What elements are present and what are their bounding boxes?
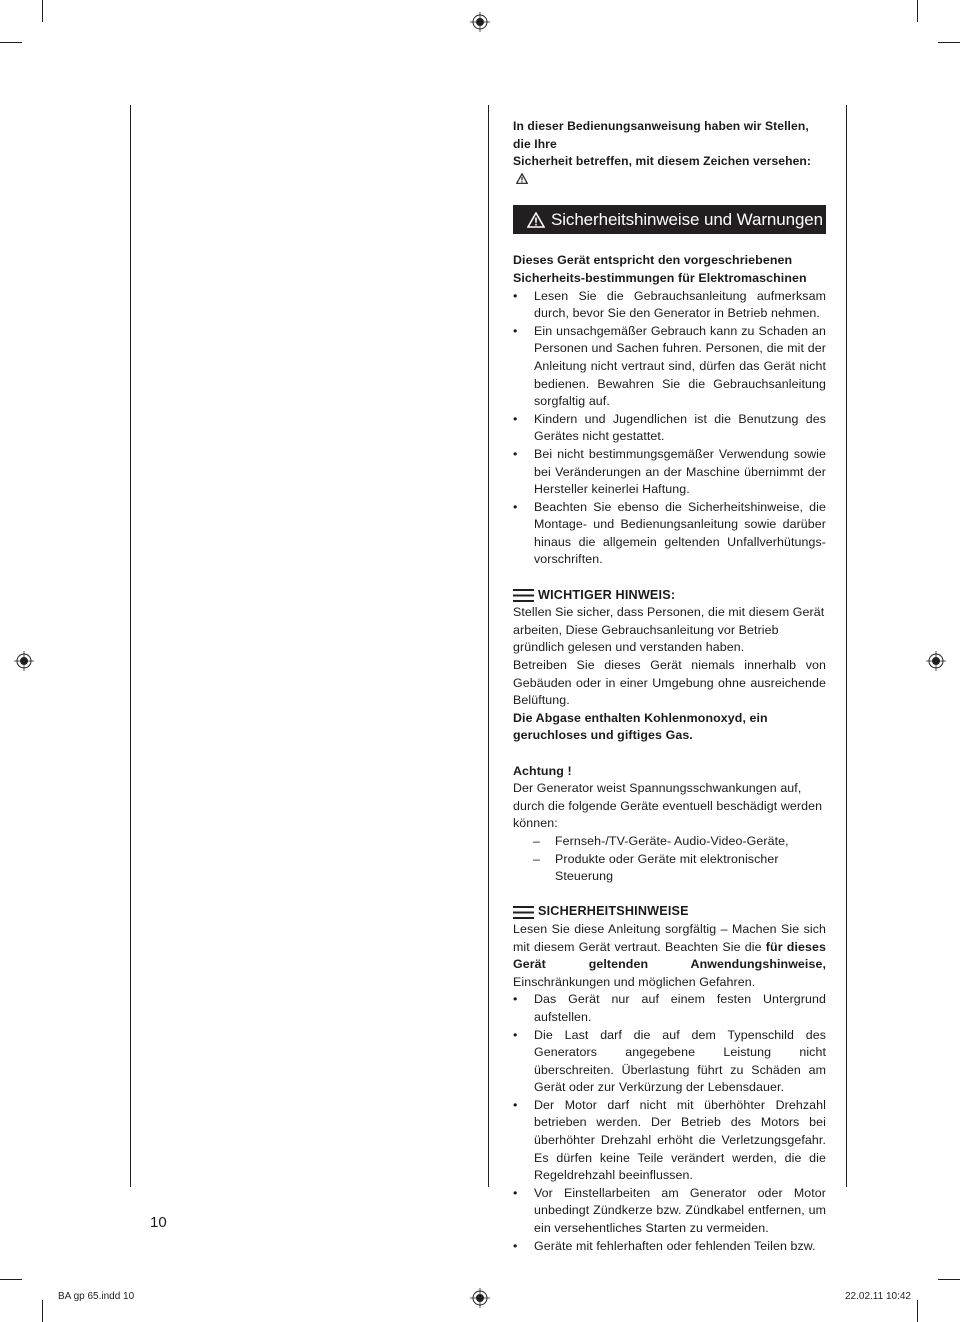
list-item: • Vor Einstellarbeiten am Generator oder Motor unbedingt Zündkerze bzw. Zündkabel entfernen, um ein versehentliches Starten zu vermeiden. <box>513 1185 826 1236</box>
slug-file: BA gp 65.indd 10 <box>58 1291 135 1302</box>
paragraph-bold-text: für dieses Gerät geltenden Anwendungshinweise, <box>513 939 826 972</box>
warning-triangle-icon <box>516 173 528 184</box>
column-rule-right <box>846 105 847 1187</box>
hinweis-paragraph: Betreiben Sie dieses Gerät niemals innerhalb von Gebäuden oder in einer Umgebung ohne ausreichende Belüftung. <box>513 658 826 708</box>
crop-mark <box>42 1300 43 1322</box>
sicherheit-list <box>513 991 826 1255</box>
page-number: 10 <box>150 1214 167 1231</box>
list-item-text: Der Motor darf nicht mit überhöhter Drehzahl betrieben werden. Der Betrieb des Motors bei überhöhter Drehzahl erhöht die Verletzungsgefahr. Es dürfen keine Teile verändert werden, die die Regeldrehzahl beeinflussen. <box>534 1097 826 1183</box>
crop-mark <box>42 0 43 22</box>
list-item: – Fernseh-/TV-Geräte- Audio-Video-Geräte, <box>533 833 789 848</box>
list-item-text: Das Gerät nur auf einem festen Untergrund aufstellen. <box>534 992 826 1024</box>
registration-mark-icon <box>14 651 34 671</box>
list-item: • Die Last darf die auf dem Typenschild des Generators angegebene Leistung nicht überschreiten. Überlastung führt zu Schäden am Gerät oder zur Verkürzung der Lebensdauer. <box>513 1027 826 1095</box>
list-item-text: Fernseh-/TV-Geräte- Audio-Video-Geräte, <box>555 833 789 848</box>
hinweis-heading-text: WICHTIGER HINWEIS: <box>538 587 676 602</box>
intro-line-1: In dieser Bedienungsanweisung haben wir Stellen, die Ihre <box>513 119 809 151</box>
list-item: – Produkte oder Geräte mit elektronischer Steuerung <box>533 851 779 884</box>
list-item-text: Kindern und Jugendlichen ist die Benutzung des Gerätes nicht gestattet. <box>534 411 826 444</box>
text-column <box>513 118 826 1255</box>
list-item: • Das Gerät nur auf einem festen Untergrund aufstellen. <box>513 992 826 1024</box>
registration-mark-icon <box>470 12 490 32</box>
hinweis-warning: Die Abgase enthalten Kohlenmonoxyd, ein geruchloses und giftiges Gas. <box>513 710 768 743</box>
list-item: • Geräte mit fehlerhaften oder fehlenden Teilen bzw. <box>513 1238 816 1253</box>
registration-mark-icon <box>926 651 946 671</box>
list-item-text: Bei nicht bestimmungsgemäßer Verwendung sowie bei Veränderungen an der Maschine übernimmt der Hersteller keinerlei Haftung. <box>534 446 826 497</box>
list-item: • Der Motor darf nicht mit überhöhter Drehzahl betrieben werden. Der Betrieb des Motors bei überhöhter Drehzahl erhöht die Verletzungsgefahr. Es dürfen keine Teile verändert werden, die die Regeldrehzahl beeinflussen. <box>513 1097 826 1183</box>
crop-mark <box>0 42 22 43</box>
crop-mark <box>917 1300 918 1322</box>
sicherheit-paragraph <box>513 921 826 991</box>
hinweis-paragraph: Stellen Sie sicher, dass Personen, die mit diesem Gerät arbeiten, Diese Gebrauchsanleitung vor Betrieb gründlich gelesen und verstanden haben. <box>513 605 825 655</box>
list-item: • Lesen Sie die Gebrauchsanleitung aufmerksam durch, bevor Sie den Generator in Betrieb nehmen. <box>513 288 826 321</box>
section-lead: Dieses Gerät entspricht den vorgeschriebenen Sicherheits-bestimmungen für Elektromaschinen <box>513 253 807 285</box>
section-banner <box>513 205 826 234</box>
list-item-text: Lesen Sie die Gebrauchsanleitung aufmerksam durch, bevor Sie den Generator in Betrieb nehmen. <box>534 288 826 321</box>
hinweis-heading <box>513 587 826 605</box>
list-item: • Beachten Sie ebenso die Sicherheitshinweise, die Montage- und Bedienungsanleitung sowie darüber hinaus die allgemein geltenden Unfallverhütungs-vorschriften. <box>513 499 826 567</box>
note-lines-icon <box>513 589 534 602</box>
achtung-heading: Achtung ! <box>513 763 572 778</box>
crop-mark <box>0 1279 22 1280</box>
intro-line-2: Sicherheit betreffen, mit diesem Zeichen versehen: <box>513 154 812 169</box>
list-item: • Bei nicht bestimmungsgemäßer Verwendung sowie bei Veränderungen an der Maschine übernimmt der Hersteller keinerlei Haftung. <box>513 446 826 497</box>
intro-text <box>513 118 826 188</box>
paragraph-text: Einschränkungen und möglichen Gefahren. <box>513 974 756 989</box>
sicherheit-heading-text: SICHERHEITSHINWEISE <box>538 904 689 919</box>
banner-title: Sicherheitshinweise und Warnungen <box>551 210 824 230</box>
list-item-text: Ein unsachgemäßer Gebrauch kann zu Schaden an Personen und Sachen fuhren. Personen, die mit der Anleitung nicht vertraut sind, dürfen das Gerät nicht bedienen. Bewahren Sie die Gebrauchsanleitung sorgfaltig auf. <box>534 323 826 409</box>
list-item-text: Die Last darf die auf dem Typenschild des Generators angegebene Leistung nicht überschreiten. Überlastung führt zu Schäden am Gerät oder zur Verkürzung der Lebensdauer. <box>534 1027 826 1095</box>
note-lines-icon <box>513 906 534 919</box>
list-item-text: Beachten Sie ebenso die Sicherheitshinweise, die Montage- und Bedienungsanleitung sowie darüber hinaus die allgemein geltenden Unfallverhütungs-vorschriften. <box>534 499 826 567</box>
crop-mark <box>917 0 918 22</box>
column-rule-left <box>130 105 131 1187</box>
warning-triangle-icon <box>527 212 545 228</box>
list-item-text: Produkte oder Geräte mit elektronischer Steuerung <box>555 851 779 884</box>
crop-mark <box>938 42 960 43</box>
device-list <box>513 833 826 886</box>
achtung-text: Der Generator weist Spannungsschwankungen auf, durch die folgende Geräte eventuell beschädigt werden können: <box>513 781 823 831</box>
safety-list <box>513 288 826 570</box>
list-item-text: Geräte mit fehlerhaften oder fehlenden Teilen bzw. <box>534 1238 816 1253</box>
list-item: • Kindern und Jugendlichen ist die Benutzung des Gerätes nicht gestattet. <box>513 411 826 444</box>
list-item: • Ein unsachgemäßer Gebrauch kann zu Schaden an Personen und Sachen fuhren. Personen, die mit der Anleitung nicht vertraut sind, dürfen das Gerät nicht bedienen. Bewahren Sie die Gebrauchsanleitung sorgfaltig auf. <box>513 323 826 409</box>
column-rule-center <box>488 105 489 1187</box>
sicherheit-heading <box>513 903 826 921</box>
paragraph-text: Lesen Sie diese Anleitung sorgfältig – Machen Sie sich mit diesem Gerät vertraut. Beachten Sie die <box>513 921 826 954</box>
list-item-text: Vor Einstellarbeiten am Generator oder Motor unbedingt Zündkerze bzw. Zündkabel entfernen, um ein versehentliches Starten zu vermeiden. <box>534 1185 826 1236</box>
registration-mark-icon <box>470 1288 490 1308</box>
slug-date: 22.02.11 10:42 <box>845 1291 911 1302</box>
crop-mark <box>938 1279 960 1280</box>
